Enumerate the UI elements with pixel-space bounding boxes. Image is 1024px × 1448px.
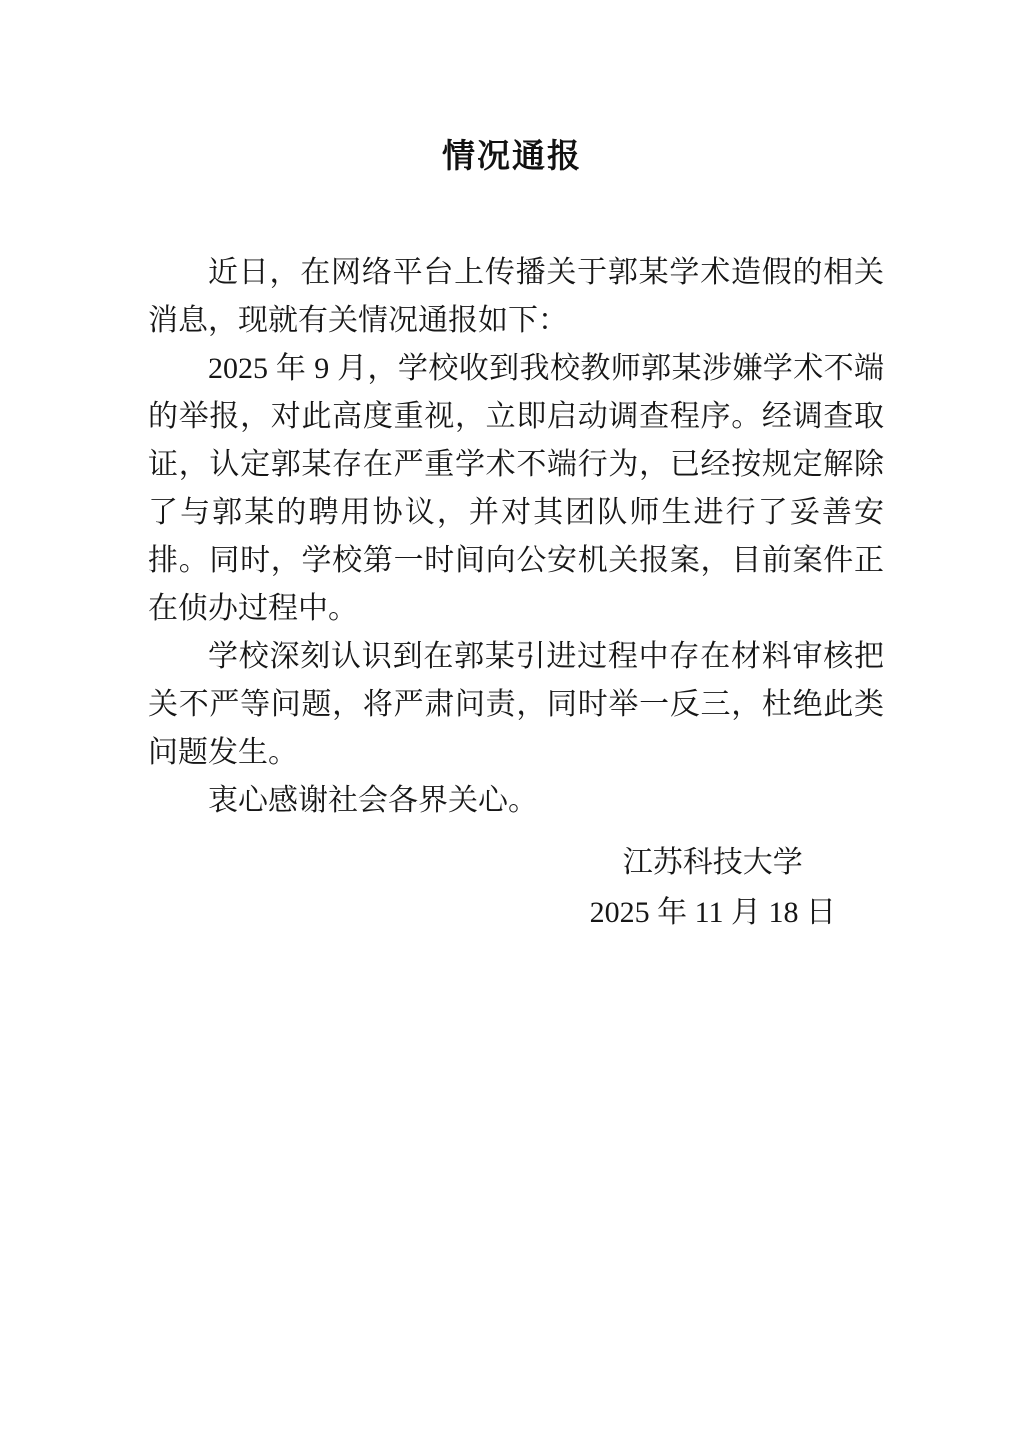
paragraph-thanks: 衷心感谢社会各界关心。	[208, 784, 538, 817]
document-body	[148, 249, 884, 825]
paragraph-investigation: 2025 年 9 月，学校收到我校教师郭某涉嫌学术不端的举报，对此高度重视，立即启动调查程序。经调查取证，认定郭某存在严重学术不端行为，已经按规定解除了与郭某的聘用协议，并对其团队师生进行了妥善安排。同时，学校第一时间向公安机关报案，目前案件正在侦办过程中。	[148, 352, 884, 625]
signature-date: 2025 年 11 月 18 日	[589, 896, 836, 929]
signature-organization: 江苏科技大学	[622, 846, 803, 879]
paragraph-intro: 近日，在网络平台上传播关于郭某学术造假的相关消息，现就有关情况通报如下：	[148, 256, 884, 337]
document-title: 情况通报	[442, 137, 582, 174]
signature-block	[590, 838, 836, 938]
paragraph-accountability: 学校深刻认识到在郭某引进过程中存在材料审核把关不严等问题，将严肃问责，同时举一反三，杜绝此类问题发生。	[148, 640, 884, 769]
